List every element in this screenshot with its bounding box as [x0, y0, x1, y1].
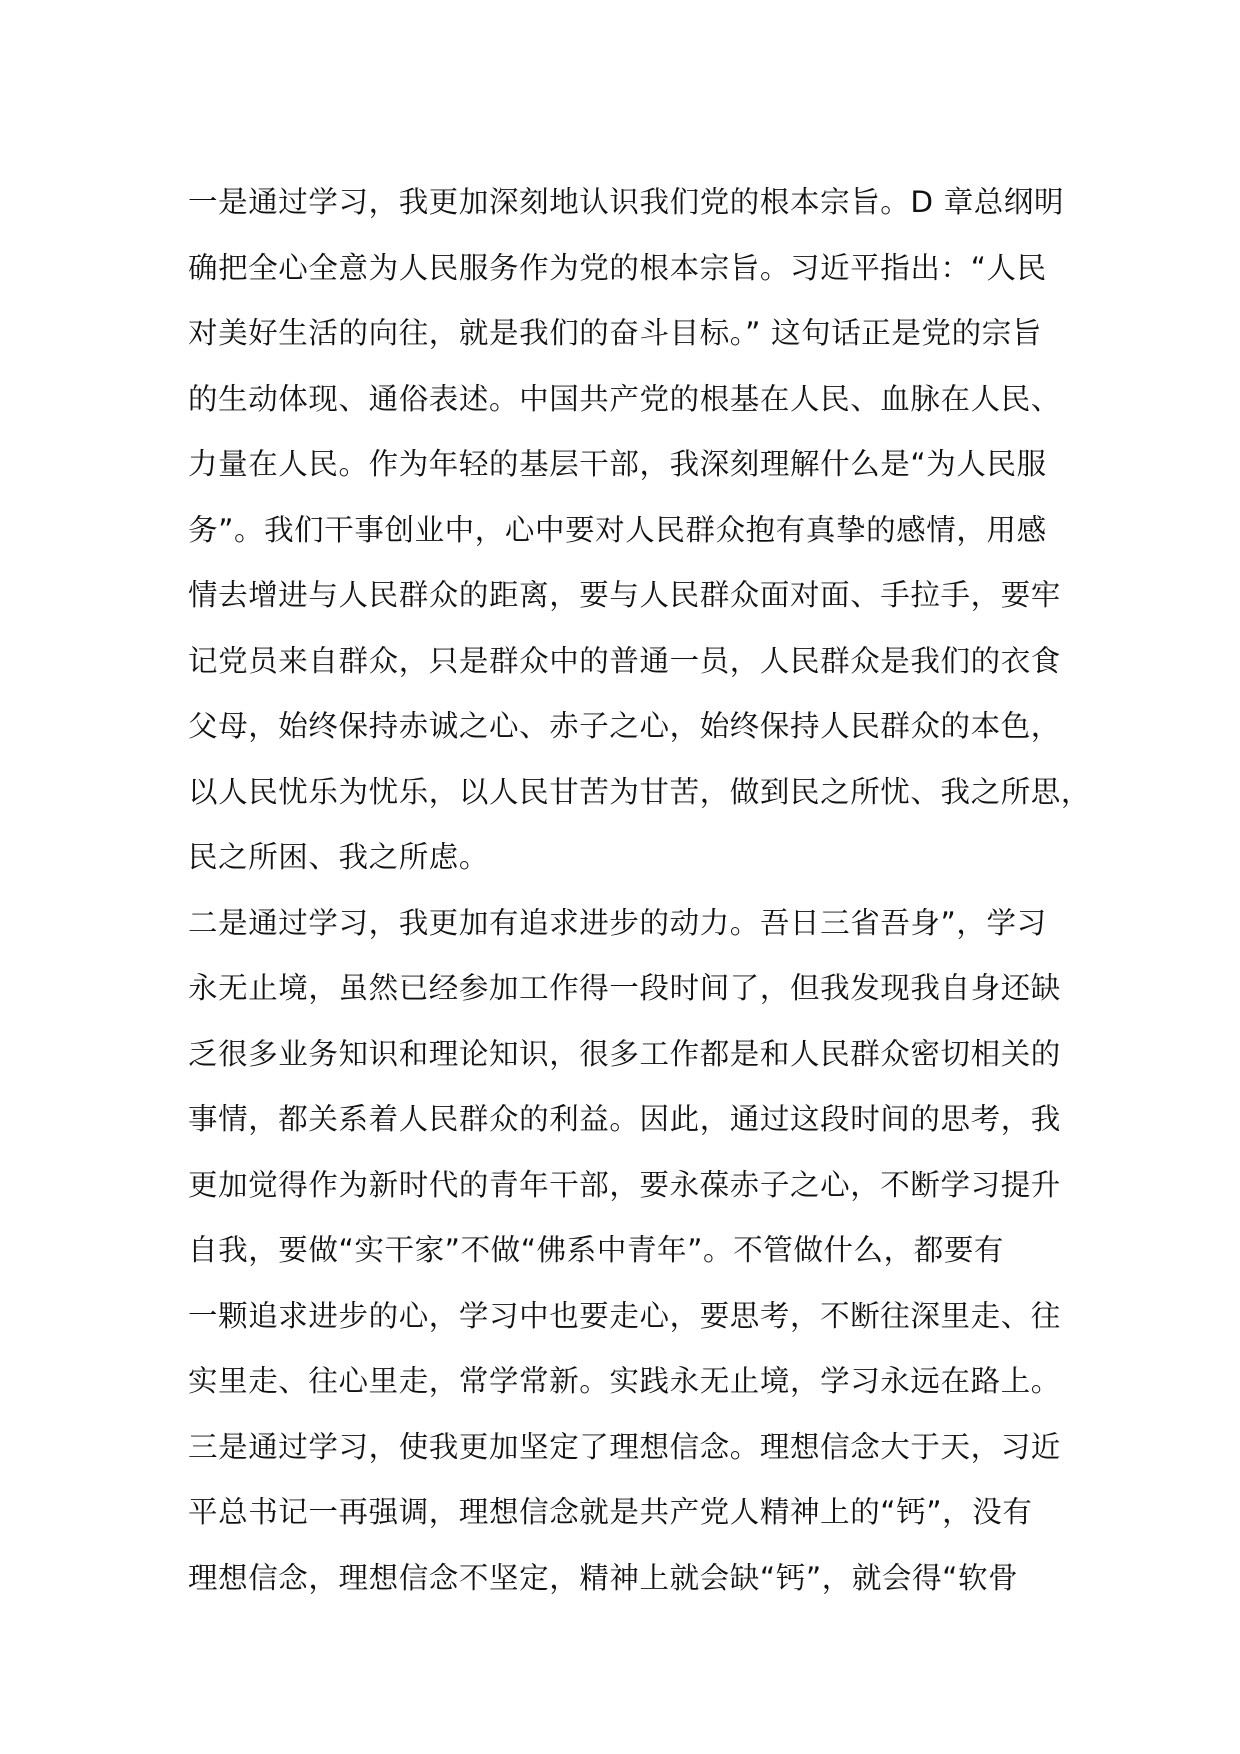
- text-line: 确把全心全意为人民服务作为党的根本宗旨。习近平指出：“人民: [188, 250, 1047, 285]
- text-line: 乏很多业务知识和理论知识，很多工作都是和人民群众密切相关的: [188, 1036, 1061, 1071]
- text-line: 更加觉得作为新时代的青年干部，要永葆赤子之心，不断学习提升: [188, 1167, 1061, 1202]
- text-line: 民之所困、我之所虑。: [188, 840, 490, 874]
- text-line: 事情，都关系着人民群众的利益。因此，通过这段时间的思考，我: [188, 1102, 1061, 1136]
- text-line: 二是通过学习，我更加有追求进步的动力。吾日三省吾身”，学习: [188, 905, 1047, 940]
- text-line: 理想信念，理想信念不坚定，精神上就会缺“钙”，就会得“软骨: [188, 1560, 1019, 1595]
- text-line: 平总书记一再强调，理想信念就是共产党人精神上的“钙”，没有: [188, 1495, 1033, 1529]
- text-line: 一是通过学习，我更加深刻地认识我们党的根本宗旨。D 章总纲明: [188, 185, 1065, 219]
- text-line: 情去增进与人民群众的距离，要与人民群众面对面、手拉手，要牢: [188, 578, 1061, 612]
- text-line: 的生动体现、通俗表述。中国共产党的根基在人民、血脉在人民、: [188, 381, 1061, 416]
- text-line: 对美好生活的向往，就是我们的奋斗目标。” 这句话正是党的宗旨: [188, 316, 1042, 350]
- text-line: 一颗追求进步的心，学习中也要走心，要思考，不断往深里走、往: [188, 1298, 1061, 1333]
- text-line: 以人民忧乐为忧乐，以人民甘苦为甘苦，做到民之所忧、我之所思，: [188, 774, 1092, 809]
- body-text: [188, 170, 1092, 1611]
- text-line: 力量在人民。作为年轻的基层干部，我深刻理解什么是“为人民服: [188, 447, 1047, 481]
- text-line: 务”。我们干事创业中，心中要对人民群众抱有真挚的感情，用感: [188, 512, 1047, 547]
- text-line: 父母，始终保持赤诚之心、赤子之心，始终保持人民群众的本色，: [188, 709, 1061, 743]
- text-line: 三是通过学习，使我更加坚定了理想信念。理想信念大于天，习近: [188, 1429, 1061, 1464]
- text-line: 永无止境，虽然已经参加工作得一段时间了，但我发现我自身还缺: [188, 971, 1061, 1005]
- text-line: 自我，要做“实干家”不做“佛系中青年”。不管做什么，都要有: [188, 1233, 1005, 1267]
- text-line: 记党员来自群众，只是群众中的普通一员，人民群众是我们的衣食: [188, 643, 1061, 678]
- text-line: 实里走、往心里走，常学常新。实践永无止境，学习永远在路上。: [188, 1364, 1061, 1398]
